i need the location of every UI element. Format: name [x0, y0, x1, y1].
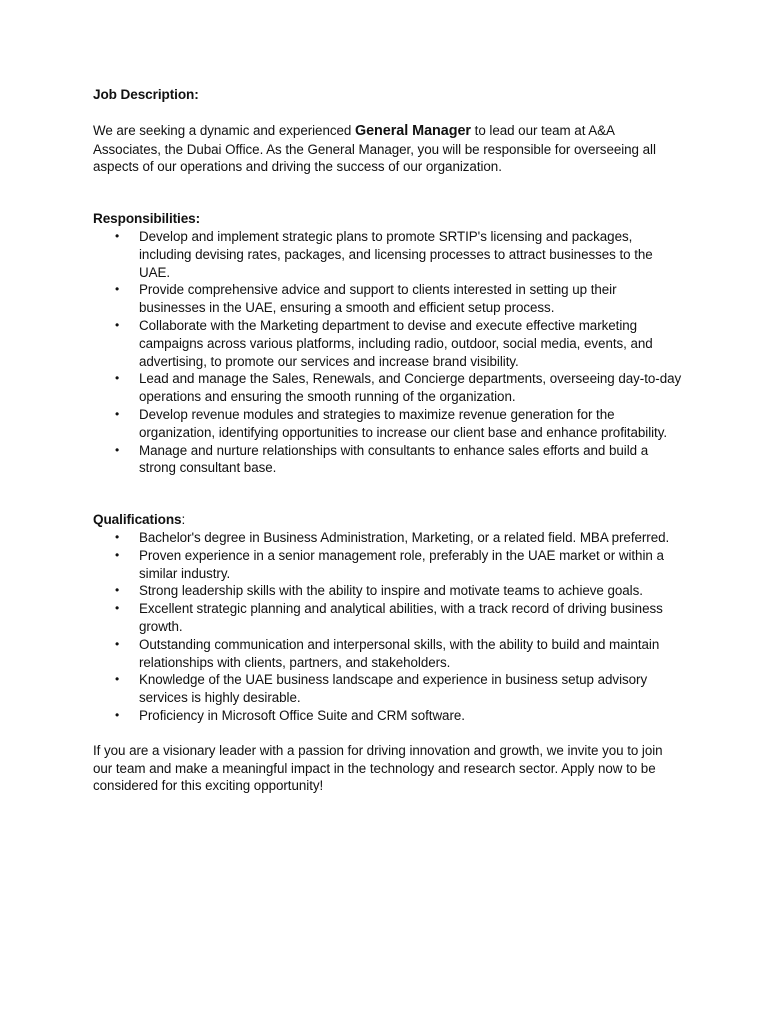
bullet-icon: •	[115, 529, 120, 544]
list-item	[93, 442, 683, 478]
list-item	[93, 636, 683, 672]
list-item	[93, 582, 683, 600]
list-item-text: Proven experience in a senior management role, preferably in the UAE market or within a similar industry.	[139, 547, 664, 581]
document-page	[93, 86, 683, 795]
job-description-intro	[93, 122, 683, 176]
list-item	[93, 317, 683, 370]
bullet-icon: •	[115, 547, 120, 562]
list-item	[93, 600, 683, 636]
list-item-text: Strong leadership skills with the ability to inspire and motivate teams to achieve goals.	[139, 583, 643, 599]
list-item-text: Proficiency in Microsoft Office Suite and CRM software.	[139, 707, 465, 723]
bullet-icon: •	[115, 601, 120, 616]
list-item-text: Collaborate with the Marketing department to devise and execute effective marketing campaigns across various platforms, including radio, outdoor, social media, events, and advertising, to promote our services and increase brand visibility.	[139, 317, 653, 369]
responsibilities-list	[93, 228, 683, 477]
list-item	[93, 406, 683, 442]
intro-text-start: We are seeking a dynamic and experienced	[93, 122, 355, 138]
bullet-icon: •	[115, 442, 120, 457]
list-item	[93, 370, 683, 406]
bullet-icon: •	[115, 707, 120, 722]
list-item-text: Excellent strategic planning and analytical abilities, with a track record of driving business growth.	[139, 601, 663, 634]
list-item	[93, 671, 683, 707]
closing-paragraph: If you are a visionary leader with a passion for driving innovation and growth, we invite you to join our team and make a meaningful impact in the technology and research sector. Apply now to be considered for this exciting opportunity!	[93, 742, 663, 794]
list-item	[93, 281, 683, 317]
qualifications-heading-text: Qualifications	[93, 512, 182, 528]
list-item	[93, 707, 683, 725]
qualifications-list	[93, 529, 683, 725]
list-item	[93, 547, 683, 583]
list-item-text: Bachelor's degree in Business Administration, Marketing, or a related field. MBA preferred.	[139, 529, 670, 545]
qualifications-heading-colon: :	[181, 512, 186, 528]
bullet-icon: •	[115, 317, 120, 332]
list-item-text: Lead and manage the Sales, Renewals, and Concierge departments, overseeing day-to-day operations and ensuring the smooth running of the organization.	[139, 371, 682, 405]
bullet-icon: •	[115, 406, 120, 421]
list-item	[93, 228, 683, 281]
bullet-icon: •	[115, 672, 120, 687]
bullet-icon: •	[115, 228, 120, 243]
list-item-text: Outstanding communication and interpersonal skills, with the ability to build and maintain relationships with clients, partners, and stakeholders.	[139, 636, 660, 670]
bullet-icon: •	[115, 371, 120, 386]
bullet-icon: •	[115, 282, 120, 297]
bullet-icon: •	[115, 636, 120, 651]
list-item	[93, 529, 683, 547]
list-item-text: Provide comprehensive advice and support to clients interested in setting up their businesses in the UAE, ensuring a smooth and efficient setup process.	[139, 282, 617, 316]
list-item-text: Manage and nurture relationships with consultants to enhance sales efforts and build a strong consultant base.	[139, 442, 649, 476]
qualifications-heading	[93, 511, 683, 529]
bullet-icon: •	[115, 583, 120, 598]
intro-text-end: to lead our team at A&A Associates, the Dubai Office. As the General Manager, you will be responsible for overseeing all aspects of our operations and driving the success of our organization.	[93, 122, 656, 175]
job-description-heading: Job Description:	[93, 87, 199, 102]
list-item-text: Knowledge of the UAE business landscape and experience in business setup advisory services is highly desirable.	[139, 672, 648, 706]
list-item-text: Develop revenue modules and strategies to maximize revenue generation for the organization, identifying opportunities to increase our client base and enhance profitability.	[139, 406, 668, 440]
list-item-text: Develop and implement strategic plans to promote SRTIP's licensing and packages, including devising rates, packages, and licensing processes to attract businesses to the UAE.	[139, 228, 653, 280]
intro-role-title: General Manager	[354, 122, 471, 139]
responsibilities-heading: Responsibilities:	[93, 211, 201, 227]
